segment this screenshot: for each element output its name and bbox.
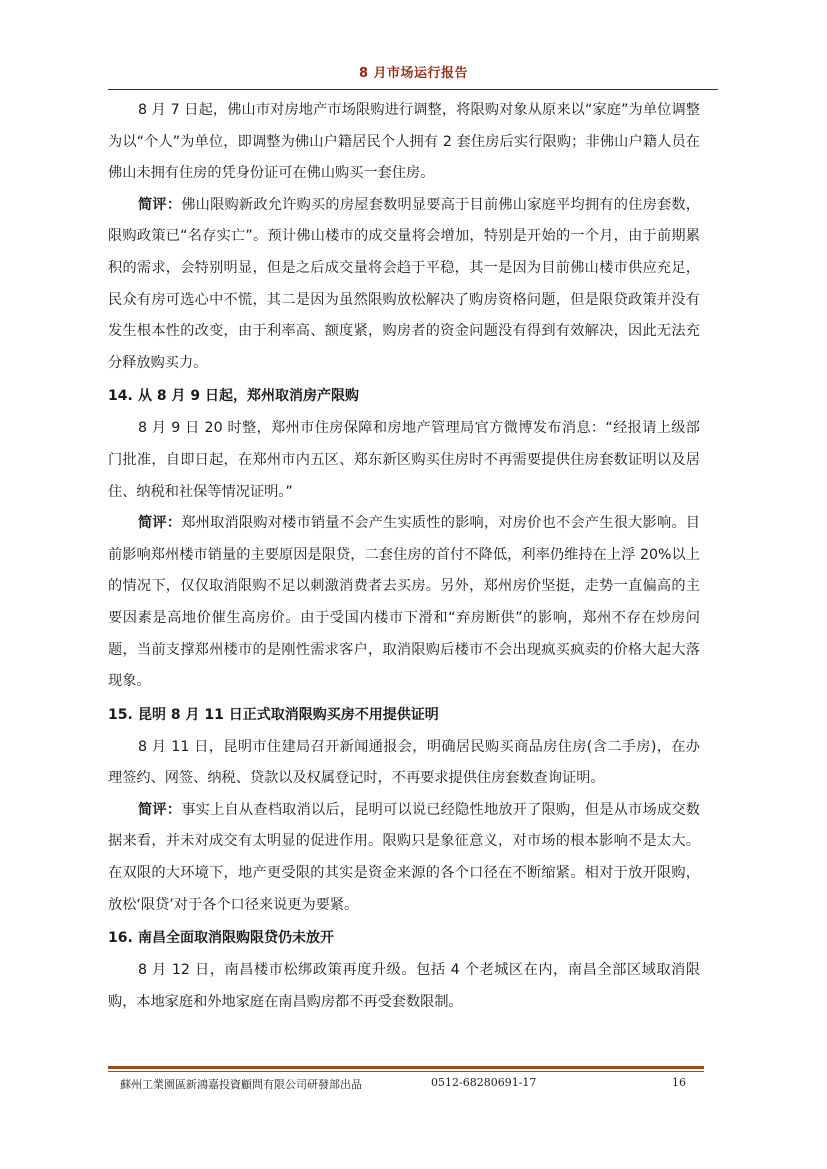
kunming-comment-paragraph xyxy=(108,795,700,921)
section-number: 15. xyxy=(108,706,133,723)
foshan-comment-paragraph xyxy=(108,190,700,380)
comment-text: 佛山限购新政允许购买的房屋套数明显要高于目前佛山家庭平均拥有的住房套数，限购政策已“名存实亡”。预计佛山楼市的成交量将会增加，特别是开始的一个月，由于前期累积的需求，会特别明显，但是之后成交量将会趋于平稳，其一是因为目前佛山楼市供应充足，民众有房可选心中不慌，其二是因为虽然限购放松解决了购房资格问题，但是限贷政策并没有发生根本性的改变，由于利率高、额度紧，购房者的资金问题没有得到有效解决，因此无法充分释放购买力。 xyxy=(108,196,700,371)
section-title: 从 8 月 9 日起，郑州取消房产限购 xyxy=(138,388,359,405)
comment-label: 简评： xyxy=(138,196,182,213)
section-heading-14 xyxy=(108,379,700,413)
foshan-policy-paragraph: 8 月 7 日起，佛山市对房地产市场限购进行调整，将限购对象从原来以“家庭”为单位调整为以“个人”为单位，即调整为佛山户籍居民个人拥有 2 套住房后实行限购；非佛山户籍人员在佛山未拥有住房的凭身份证可在佛山购买一套住房。 xyxy=(108,102,700,182)
comment-text: 事实上自从查档取消以后，昆明可以说已经隐性地放开了限购，但是从市场成交数据来看，并未对成交有太明显的促进作用。限购只是象征意义，对市场的根本影响不是太大。在双限的大环境下，地产更受限的其实是资金来源的各个口径在不断缩紧。相对于放开限购，放松‘限贷’对于各个口径来说更为要紧。 xyxy=(108,801,700,913)
zhengzhou-comment-paragraph xyxy=(108,508,700,698)
section-number: 14. xyxy=(108,388,133,405)
comment-text: 郑州取消限购对楼市销量不会产生实质性的影响，对房价也不会产生很大影响。目前影响郑州楼市销量的主要原因是限贷，二套住房的首付不降低，利率仍维持在上浮 20%以上的情况下，仅仅取消限购不足以刺激消费者去买房。另外，郑州房价坚挺，走势一直偏高的主要因素是高地价催生高房价。由于受国内楼市下滑和“弃房断供”的影响，郑州不存在炒房问题，当前支撑郑州楼市的是刚性需求客户，取消限购后楼市不会出现疯买疯卖的价格大起大落现象。 xyxy=(108,515,700,690)
zhengzhou-policy-paragraph: 8 月 9 日 20 时整，郑州市住房保障和房地产管理局官方微博发布消息：“经报请上级部门批准，自即日起，在郑州市内五区、郑东新区购买住房时不再需要提供住房套数证明以及居住、纳税和社保等情况证明。” xyxy=(108,420,700,500)
section-heading-15 xyxy=(108,698,700,732)
comment-label: 简评： xyxy=(138,801,182,818)
footer-divider-thick xyxy=(108,1066,704,1069)
report-header-title: 8 月市场运行报告 xyxy=(358,66,469,81)
footer-organization: 蘇州工業園區新鴻嘉投資顧問有限公司研發部出品 xyxy=(120,1078,362,1091)
nanchang-policy-paragraph: 8 月 12 日，南昌楼市松绑政策再度升级。包括 4 个老城区在内，南昌全部区域取消限购，本地家庭和外地家庭在南昌购房都不再受套数限制。 xyxy=(108,962,700,1010)
document-body xyxy=(108,95,700,1018)
footer-divider-thin xyxy=(108,1071,704,1072)
section-number: 16. xyxy=(108,930,133,947)
comment-label: 简评： xyxy=(138,515,182,532)
page-number: 16 xyxy=(672,1076,686,1089)
footer-phone: 0512-68280691-17 xyxy=(431,1076,537,1089)
section-title: 昆明 8 月 11 日正式取消限购买房不用提供证明 xyxy=(138,706,439,723)
section-heading-16 xyxy=(108,921,700,955)
section-title: 南昌全面取消限购限贷仍未放开 xyxy=(138,930,334,947)
kunming-policy-paragraph: 8 月 11 日，昆明市住建局召开新闻通报会，明确居民购买商品房住房(含二手房)，在办理签约、网签、纳税、贷款以及权属登记时，不再要求提供住房套数查询证明。 xyxy=(108,738,700,787)
header-divider xyxy=(108,89,718,90)
